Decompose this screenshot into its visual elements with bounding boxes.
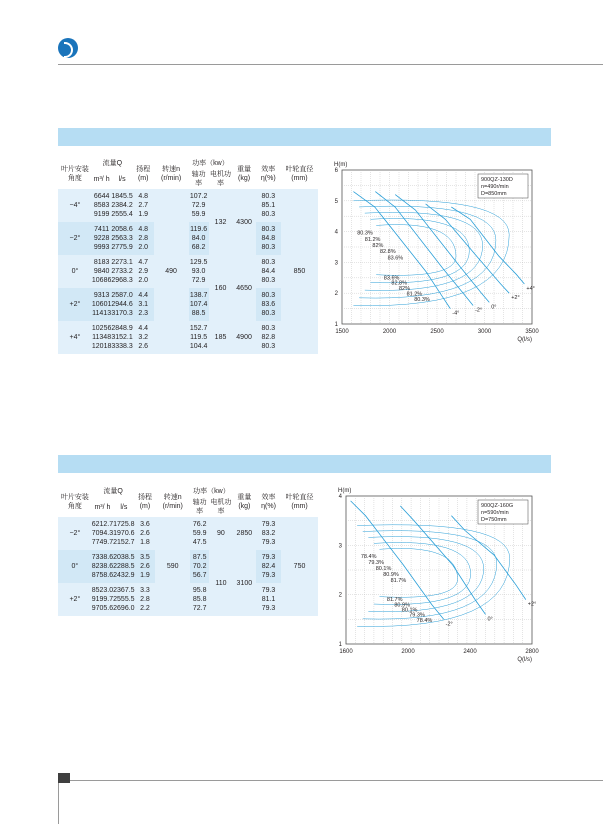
performance-chart-130d xyxy=(318,158,550,354)
th-angle: 叶片安装角度 xyxy=(58,486,92,517)
efficiency-label: 79.3% xyxy=(409,612,425,619)
x-tick-label: 2000 xyxy=(382,329,397,335)
efficiency-label: 78.4% xyxy=(360,554,377,561)
series-angle-label: -2° xyxy=(475,307,483,314)
efficiency-cell: 79.3 81.1 79.3 xyxy=(256,583,281,616)
angle-cell: +4° xyxy=(58,321,92,354)
flow-m3h-cell: 8183 9840 10686 xyxy=(92,255,111,288)
y-tick-label: 5 xyxy=(334,198,338,205)
flow-ls-cell: 1845.5 2384.2 2555.4 xyxy=(111,189,132,222)
efficiency-label: 80.3% xyxy=(357,230,373,237)
series-angle-label: +4° xyxy=(526,285,535,292)
footer-margin-line xyxy=(58,780,59,824)
efficiency-label: 80.1% xyxy=(401,607,418,614)
flow-ls-cell: 2273.1 2733.2 2968.3 xyxy=(111,255,132,288)
y-axis-label: H(m) xyxy=(334,162,348,168)
shaft-power-cell: 138.7 107.4 88.5 xyxy=(189,288,209,321)
head-cell: 3.3 2.8 2.2 xyxy=(135,583,156,616)
th-shaft-power: 轴功率 xyxy=(190,497,209,517)
efficiency-label: 82% xyxy=(372,243,384,249)
flow-m3h-cell: 8523.0 9199.7 9705.6 xyxy=(92,583,113,616)
efficiency-label: 82.8% xyxy=(380,249,396,256)
header-divider xyxy=(58,64,603,65)
head-cell: 3.6 2.6 1.8 xyxy=(135,517,156,550)
angle-cell: +2° xyxy=(58,583,92,616)
series-angle-label: -2° xyxy=(445,621,453,628)
weight-cell: 3100 xyxy=(233,550,256,616)
shaft-power-cell: 152.7 119.5 104.4 xyxy=(189,321,209,354)
table-row xyxy=(58,189,318,222)
flow-m3h-cell: 6644 8583 9199 xyxy=(92,189,111,222)
y-tick-label: 3 xyxy=(338,543,342,550)
th-motor-power: 电机功率 xyxy=(210,499,232,515)
efficiency-cell: 80.3 82.8 80.3 xyxy=(256,321,281,354)
weight-cell: 4900 xyxy=(232,321,255,354)
flow-m3h-cell: 10256 11348 12018 xyxy=(92,321,111,354)
efficiency-label: 83.6% xyxy=(383,275,400,282)
th-power: 功率（kw） xyxy=(190,486,233,497)
efficiency-cell: 80.3 83.6 80.3 xyxy=(256,288,281,321)
x-tick-label: 3000 xyxy=(477,329,492,335)
shaft-power-cell: 95.8 85.8 72.7 xyxy=(190,583,209,616)
efficiency-label: 83.6% xyxy=(387,255,404,262)
flow-m3h-cell: 7411 9228 9993 xyxy=(92,222,111,255)
shaft-power-cell: 129.5 93.0 72.9 xyxy=(189,255,209,288)
speed-cell: 490 xyxy=(154,189,189,354)
shaft-power-cell: 119.6 84.0 68.2 xyxy=(189,222,209,255)
th-angle: 叶片安装角度 xyxy=(58,158,92,189)
angle-cell: 0° xyxy=(58,550,92,583)
x-tick-label: 2500 xyxy=(430,329,444,335)
efficiency-label: 82.8% xyxy=(391,280,408,287)
weight-cell: 4300 xyxy=(232,189,255,255)
efficiency-label: 79.3% xyxy=(368,560,384,567)
head-cell: 4.4 3.1 2.3 xyxy=(133,288,154,321)
section-title-160g xyxy=(58,455,551,473)
th-ls: l/s xyxy=(113,497,134,517)
th-speed: 转速n (r/min) xyxy=(155,486,190,517)
efficiency-label: 80.9% xyxy=(383,571,399,578)
th-motor-power: 电机功率 xyxy=(210,171,232,187)
y-tick-label: 4 xyxy=(338,494,342,500)
brand-logo xyxy=(58,36,83,60)
motor-power-cell: 90 xyxy=(209,517,233,550)
x-axis-label: Q(l/s) xyxy=(517,657,532,663)
efficiency-label: 80.1% xyxy=(375,566,392,572)
head-cell: 4.4 3.2 2.6 xyxy=(133,321,154,354)
th-efficiency: 效率η(%) xyxy=(256,486,281,517)
shaft-power-cell: 87.5 70.2 56.7 xyxy=(190,550,209,583)
series-angle-label: 0° xyxy=(487,616,493,623)
motor-power-cell: 160 xyxy=(209,255,233,321)
x-tick-label: 1500 xyxy=(335,329,349,335)
flow-ls-cell: 2038.5 2288.5 2432.9 xyxy=(113,550,134,583)
efficiency-cell: 80.3 85.1 80.3 xyxy=(256,189,281,222)
motor-power-cell: 185 xyxy=(209,321,233,354)
angle-cell: 0° xyxy=(58,255,92,288)
shaft-power-cell: 76.2 59.9 47.5 xyxy=(190,517,209,550)
efficiency-label: 81.2% xyxy=(364,236,381,243)
th-speed: 转速n (r/min) xyxy=(154,158,189,189)
y-tick-label: 1 xyxy=(334,322,338,328)
th-power: 功率（kw） xyxy=(189,158,233,169)
efficiency-label: 81.7% xyxy=(390,577,407,584)
efficiency-label: 81.2% xyxy=(406,291,423,298)
flow-ls-cell: 2058.6 2563.3 2775.9 xyxy=(111,222,132,255)
series-angle-label: 0° xyxy=(491,304,497,311)
shaft-power-cell: 107.2 72.9 59.9 xyxy=(189,189,209,222)
th-ls: l/s xyxy=(111,169,132,189)
th-head: 扬程(m) xyxy=(133,158,154,189)
weight-cell: 2850 xyxy=(233,517,256,550)
efficiency-label: 80.3% xyxy=(414,296,430,303)
annotation-text: n=590r/min xyxy=(481,510,509,516)
flow-m3h-cell: 7338.6 8238.6 8758.6 xyxy=(92,550,113,583)
x-tick-label: 1600 xyxy=(339,649,353,655)
annotation-text: D=850mm xyxy=(481,191,507,197)
spec-table-160g xyxy=(58,486,318,616)
efficiency-cell: 80.3 84.4 80.3 xyxy=(256,255,281,288)
x-axis-label: Q(l/s) xyxy=(517,337,532,343)
page-number xyxy=(58,773,70,783)
logo-icon xyxy=(58,38,78,58)
flow-ls-cell: 1725.8 1970.6 2152.7 xyxy=(113,517,134,550)
head-cell: 4.8 2.8 2.0 xyxy=(133,222,154,255)
series-angle-label: +2° xyxy=(511,295,520,302)
annotation-text: n=490r/min xyxy=(481,184,509,190)
th-flow: 流量Q xyxy=(92,158,133,169)
y-axis-label: H(m) xyxy=(338,488,352,494)
annotation-text: 900QZ-160G xyxy=(481,503,514,509)
flow-ls-cell: 2587.0 2944.6 3170.3 xyxy=(111,288,132,321)
y-tick-label: 6 xyxy=(334,168,338,174)
flow-ls-cell: 2848.9 3152.1 3338.3 xyxy=(111,321,132,354)
x-tick-label: 3500 xyxy=(525,329,539,335)
head-cell: 4.8 2.7 1.9 xyxy=(133,189,154,222)
spec-table-130d xyxy=(58,158,318,354)
efficiency-cell: 79.3 82.4 79.3 xyxy=(256,550,281,583)
weight-cell: 4650 xyxy=(232,255,255,321)
th-weight: 重量(kg) xyxy=(232,158,255,189)
efficiency-label: 81.7% xyxy=(386,597,403,604)
flow-ls-cell: 2367.5 2555.5 2696.0 xyxy=(113,583,134,616)
th-diameter: 叶轮直径(mm) xyxy=(281,158,318,189)
y-tick-label: 3 xyxy=(334,260,338,267)
th-m3h: m³/ h xyxy=(92,497,113,517)
diameter-cell: 750 xyxy=(281,517,318,616)
table-row xyxy=(58,321,318,354)
efficiency-label: 78.4% xyxy=(416,617,433,624)
x-tick-label: 2000 xyxy=(401,649,415,655)
annotation-text: 900QZ-130D xyxy=(481,177,513,183)
y-tick-label: 1 xyxy=(338,642,342,648)
diameter-cell: 850 xyxy=(281,189,318,354)
th-m3h: m³/ h xyxy=(92,169,111,189)
th-flow: 流量Q xyxy=(92,486,135,497)
angle-cell: −4° xyxy=(58,189,92,222)
table-row xyxy=(58,255,318,288)
y-tick-label: 2 xyxy=(334,291,338,298)
head-cell: 4.7 2.9 2.0 xyxy=(133,255,154,288)
efficiency-cell: 80.3 84.8 80.3 xyxy=(256,222,281,255)
table-row xyxy=(58,222,318,255)
y-tick-label: 4 xyxy=(334,229,338,236)
flow-m3h-cell: 9313 10601 11413 xyxy=(92,288,111,321)
x-tick-label: 2800 xyxy=(525,649,539,655)
performance-chart-160g xyxy=(318,486,550,672)
x-tick-label: 2400 xyxy=(463,649,477,655)
th-shaft-power: 轴功率 xyxy=(189,169,209,189)
efficiency-cell: 79.3 83.2 79.3 xyxy=(256,517,281,550)
efficiency-label: 82% xyxy=(399,286,411,293)
th-weight: 重量(kg) xyxy=(233,486,256,517)
angle-cell: +2° xyxy=(58,288,92,321)
table-row xyxy=(58,517,318,550)
series-angle-label: +2° xyxy=(527,601,537,608)
y-tick-label: 2 xyxy=(338,592,342,599)
th-head: 扬程(m) xyxy=(135,486,156,517)
motor-power-cell: 132 xyxy=(209,189,233,255)
speed-cell: 590 xyxy=(155,517,190,616)
flow-m3h-cell: 6212.7 7094.3 7749.7 xyxy=(92,517,113,550)
angle-cell: −2° xyxy=(58,222,92,255)
angle-cell: −2° xyxy=(58,517,92,550)
annotation-text: D=750mm xyxy=(481,517,507,523)
th-diameter: 叶轮直径(mm) xyxy=(281,486,318,517)
table-row xyxy=(58,288,318,321)
efficiency-label: 80.9% xyxy=(394,602,410,609)
section-title-130d xyxy=(58,128,551,146)
series-angle-label: -4° xyxy=(452,310,460,317)
motor-power-cell: 110 xyxy=(209,550,233,616)
th-efficiency: 效率η(%) xyxy=(256,158,281,189)
footer-divider xyxy=(58,780,603,781)
head-cell: 3.5 2.6 1.9 xyxy=(135,550,156,583)
